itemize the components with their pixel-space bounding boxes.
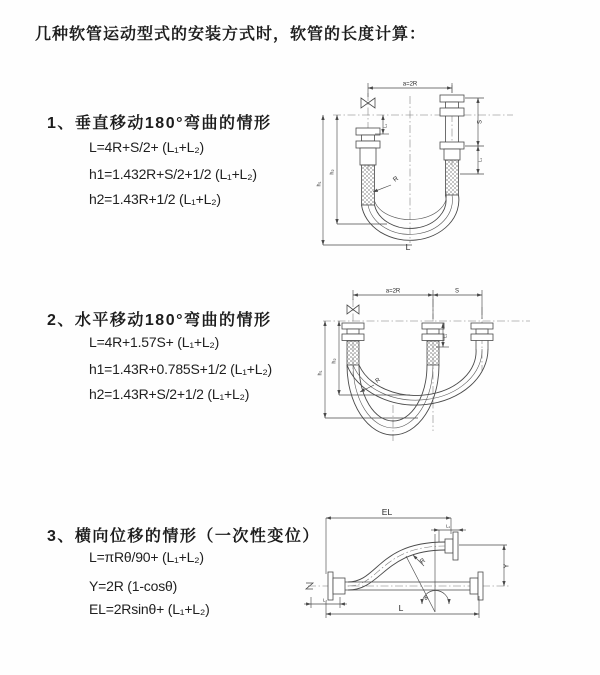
s-label: S — [454, 288, 460, 295]
h1-label: h₁ — [316, 181, 323, 187]
h1-label: h₁ — [317, 370, 324, 376]
dimension-el — [326, 507, 451, 574]
r-label: R — [391, 175, 400, 184]
section-2-formula-h1: h1=1.43R+0.785S+1/2 (L₁+L₂) — [89, 361, 273, 377]
h2-label: h₂ — [331, 358, 338, 364]
r-label: R — [374, 377, 382, 385]
section-2-heading: 2、水平移动180°弯曲的情形 — [47, 312, 272, 329]
s-label: S — [477, 119, 484, 125]
h2-label: h₂ — [329, 169, 336, 175]
braid-section — [446, 160, 459, 195]
dimension-a2r — [368, 82, 452, 98]
section-2-formula-h2: h2=1.43R+S/2+1/2 (L₁+L₂) — [89, 386, 250, 402]
r-label: R — [418, 557, 427, 566]
l-label: L — [405, 242, 411, 252]
braid-section — [362, 165, 375, 205]
section-1-heading: 1、垂直移动180°弯曲的情形 — [47, 115, 272, 132]
a2r-label: a=2R — [385, 288, 401, 295]
section-2-formula-L: L=4R+1.57S+ (L₁+L₂) — [89, 334, 220, 350]
left-flange — [356, 128, 380, 205]
diagram-lateral-displacement — [298, 498, 568, 653]
radius-leader — [360, 377, 382, 392]
section-3-formula-Y: Y=2R (1-cosθ) — [89, 578, 178, 594]
left-flange — [328, 572, 345, 600]
dimension-a2r — [353, 289, 482, 320]
section-1-formula-L: L=4R+S/2+ (L₁+L₂) — [89, 139, 204, 155]
page-title: 几种软管运动型式的安装方式时，软管的长度计算： — [35, 26, 427, 43]
braid-section — [347, 341, 359, 365]
radius-leader — [373, 175, 400, 192]
section-1-formula-h2: h2=1.43R+1/2 (L₁+L₂) — [89, 191, 221, 207]
radius-leader — [413, 555, 427, 566]
top-right-flange-moved — [445, 532, 458, 560]
dimension-h1 — [318, 321, 419, 418]
dimension-l2 — [304, 597, 347, 608]
diagram-horizontal-movement — [315, 281, 540, 451]
l1-label: L₁ — [382, 123, 388, 129]
l1-label: L₁ — [445, 523, 451, 529]
flange-right-moved — [471, 323, 493, 349]
hose-s-curve — [348, 542, 445, 590]
diagram-vertical-movement — [315, 72, 540, 252]
dimension-l — [326, 596, 479, 618]
right-flange-original — [470, 572, 483, 600]
flange-left — [342, 323, 364, 365]
l-label: L — [398, 603, 404, 613]
dimension-h2 — [332, 321, 411, 395]
el-label: EL — [381, 507, 393, 517]
braid-section — [427, 341, 439, 365]
l2-label: L₂ — [322, 597, 328, 603]
dimension-y — [459, 545, 511, 586]
right-flange-positions — [440, 95, 464, 195]
section-3-heading: 3、横向位移的情形（一次性变位） — [47, 528, 320, 545]
flange-middle — [422, 323, 444, 365]
y-label: Y — [503, 563, 511, 569]
section-1-formula-h1: h1=1.432R+S/2+1/2 (L₁+L₂) — [89, 166, 257, 182]
hose-u-bends — [347, 349, 488, 435]
l1-label: L₁ — [442, 333, 448, 339]
l1-label: L₁ — [477, 157, 483, 163]
straight-pipe — [345, 582, 470, 590]
section-3-formula-EL: EL=2Rsinθ+ (L₁+L₂) — [89, 601, 210, 617]
a2r-label: a=2R — [402, 81, 418, 88]
section-3-formula-L: L=πRθ/90+ (L₁+L₂) — [89, 549, 204, 565]
theta-label: θ — [424, 596, 428, 602]
